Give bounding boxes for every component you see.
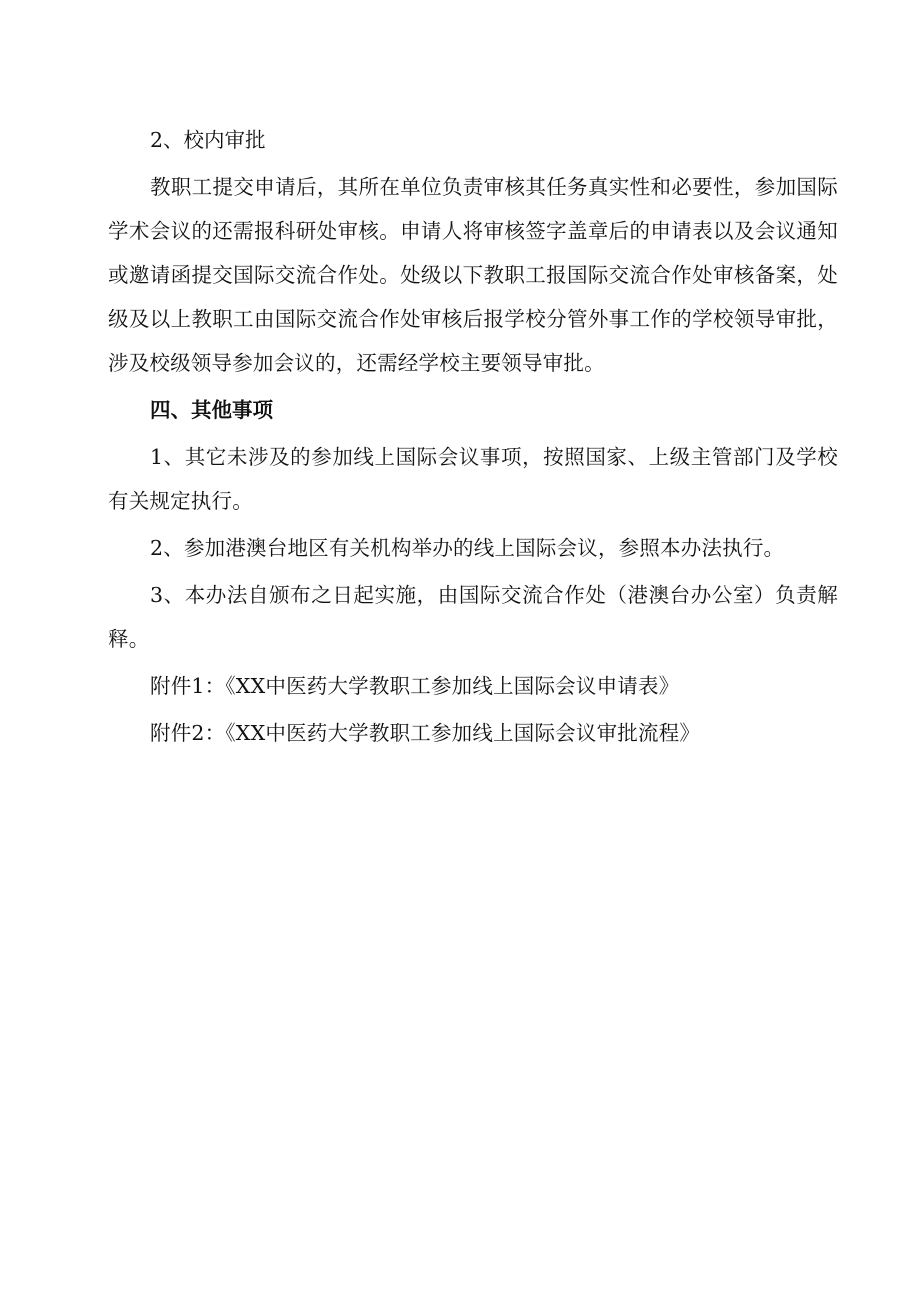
item-2-paragraph: 2、参加港澳台地区有关机构举办的线上国际会议，参照本办法执行。: [150, 536, 785, 560]
document-content: [108, 118, 838, 758]
item-1-paragraph: 1、其它未涉及的参加线上国际会议事项，按照国家、上级主管部门及学校有关规定执行。: [108, 445, 838, 513]
section-4-heading: 四、其他事项: [150, 398, 273, 422]
item-3-paragraph: 3、本办法自颁布之日起实施，由国际交流合作处（港澳台办公室）负责解释。: [108, 583, 838, 651]
section-2-heading: 2、校内审批: [150, 128, 266, 152]
attachment-2: 附件2：《XX中医药大学教职工参加线上国际会议审批流程》: [150, 721, 701, 745]
section-2-body: 教职工提交申请后，其所在单位负责审核其任务真实性和必要性，参加国际学术会议的还需报科研处审核。申请人将审核签字盖章后的申请表以及会议通知或邀请函提交国际交流合作处。处级以下教职工报国际交流合作处审核备案，处级及以上教职工由国际交流合作处审核后报学校分管外事工作的学校领导审批，涉及校级领导参加会议的，还需经学校主要领导审批。: [108, 175, 838, 375]
attachment-1: 附件1：《XX中医药大学教职工参加线上国际会议申请表》: [150, 674, 680, 698]
